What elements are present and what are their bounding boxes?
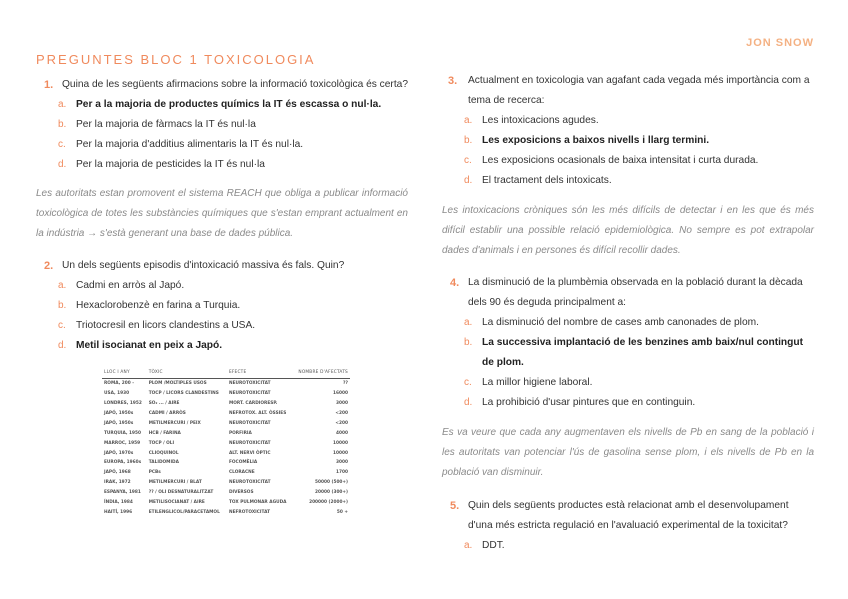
option-text: Les intoxicacions agudes. [482, 115, 599, 126]
table-cell: LONDRES, 1952 [104, 401, 142, 407]
table-cell: TOCP / LICORS CLANDESTINS [148, 391, 219, 397]
option-text: Per la majoria de pesticides la IT és nul·la [76, 159, 265, 170]
option-a[interactable] [442, 111, 814, 131]
intoxication-episodes-table [102, 367, 350, 517]
table-header-cell: EFECTE [227, 367, 293, 379]
question-2 [36, 256, 411, 356]
option-d[interactable] [36, 155, 411, 175]
table-cell: NEUROTOXICITAT [228, 480, 271, 486]
table-row [102, 389, 350, 399]
option-letter: b. [58, 300, 67, 311]
table-cell: PLOM /MOLTIPLES USOS [148, 381, 207, 387]
option-b-correct[interactable] [442, 333, 814, 373]
author-name: JON SNOW [746, 37, 814, 49]
question-number: 4. [450, 277, 460, 289]
table-cell: ROMA, 200 - [104, 381, 135, 387]
question-number: 2. [44, 260, 54, 272]
table-cell: PCBs [148, 470, 161, 476]
option-text: Cadmi en arròs al Japó. [76, 280, 185, 291]
option-c[interactable] [442, 373, 814, 393]
options-list [36, 95, 411, 175]
answer-note-3: Les intoxicacions cròniques són les més difícils de detectar i en les que és més difícil establir una possible relació epidemiològica. No sempre es pot extrapolar dades d'animals i en persones és difícil recollir dades. [442, 205, 814, 256]
table-cell: NEUROTOXICITAT [228, 381, 271, 387]
option-d[interactable] [442, 393, 814, 413]
table-row [102, 458, 350, 468]
option-letter: d. [58, 340, 67, 351]
options-list [442, 536, 814, 556]
option-text: La millor higiene laboral. [482, 377, 593, 388]
table-header-cell: TÒXIC [147, 367, 227, 379]
table-cell: CLIOQUINOL [148, 450, 179, 456]
options-list [442, 313, 814, 413]
table-body [102, 379, 350, 518]
option-letter: c. [58, 139, 66, 150]
table-cell: CLORACNE [228, 470, 255, 476]
option-text: Metil isocianat en peix a Japó. [76, 340, 223, 351]
option-text: Per la majoria d'additius alimentaris la IT és nul·la. [76, 139, 304, 150]
table-cell: 4000 [336, 430, 348, 436]
table-row [102, 448, 350, 458]
question-text: La disminució de la plumbèmia observada en la població durant la dècada dels 90 és deguda principalment a: [468, 277, 803, 308]
table-cell: TOX PULMONAR AGUDA [228, 499, 287, 505]
table-cell: NEFROTOX. ALT. ÒSSIES [228, 411, 287, 417]
option-letter: a. [58, 99, 67, 110]
option-text: Triotocresil en licors clandestins a USA. [76, 320, 256, 331]
option-letter: b. [464, 337, 473, 348]
table-header-cell: LLOC I ANY [102, 367, 147, 379]
option-text: La successiva implantació de les benzines amb baix/nul contingut de plom. [482, 337, 803, 368]
options-list [442, 111, 814, 191]
table-cell: JAPÓ, 1968 [104, 470, 131, 476]
table-cell: 1700 [336, 470, 348, 476]
option-text: Per la majoria de fàrmacs la IT és nul·la [76, 119, 256, 130]
table-cell: ALT. NERVI ÒPTIC [228, 450, 271, 456]
option-a[interactable] [36, 276, 411, 296]
table-cell: PORFIRIA [228, 430, 252, 436]
table-cell: JAPÓ, 1950s [104, 411, 134, 417]
question-4 [442, 273, 814, 413]
option-text: Hexaclorobenzè en farina a Turquia. [76, 300, 241, 311]
table-cell: 3000 [336, 460, 348, 466]
table-cell: USA, 1930 [104, 391, 130, 397]
table-cell: IRAK, 1972 [104, 480, 131, 486]
table-cell: NEUROTOXICITAT [228, 391, 271, 397]
table-cell: METILMERCURI / BLAT [148, 480, 202, 486]
table-cell: HAITÍ, 1996 [104, 509, 133, 515]
option-d[interactable] [442, 171, 814, 191]
table-row [102, 478, 350, 488]
table-row [102, 379, 350, 389]
option-letter: d. [464, 397, 473, 408]
table-row [102, 507, 350, 517]
option-letter: c. [464, 377, 472, 388]
question-text: Un dels següents episodis d'intoxicació massiva és fals. Quin? [62, 260, 345, 271]
question-number: 5. [450, 500, 460, 512]
option-letter: b. [464, 135, 473, 146]
table-cell: TURQUIA, 1950 [104, 430, 141, 436]
question-3 [442, 71, 814, 191]
table-cell: CADMI / ARRÒS [148, 411, 186, 417]
table-cell: TOCP / OLI [148, 440, 175, 446]
table-cell: MARROC, 1959 [104, 440, 141, 446]
question-text: Actualment en toxicologia van agafant cada vegada més importància com a tema de recerca: [468, 75, 810, 106]
table-row [102, 409, 350, 419]
option-text: Les exposicions ocasionals de baixa intensitat i curta durada. [482, 155, 759, 166]
option-letter: c. [58, 320, 66, 331]
table-cell: JAPÓ, 1970s [104, 450, 134, 456]
option-c[interactable] [442, 151, 814, 171]
table-cell: TALIDOMIDA [148, 460, 179, 466]
option-letter: d. [464, 175, 473, 186]
question-5 [442, 496, 814, 556]
option-d-correct[interactable] [36, 336, 411, 356]
table-cell: EUROPA, 1960s [104, 460, 142, 466]
table-row [102, 498, 350, 508]
table-cell: ETILENGLICOL/PARACETAMOL [148, 509, 220, 515]
table-row [102, 428, 350, 438]
table-cell: ESPANYA, 1981 [104, 490, 141, 496]
table-cell: SO₂ ... / AIRE [148, 401, 180, 407]
question-text: Quina de les següents afirmacions sobre la informació toxicològica és certa? [62, 79, 408, 90]
options-list [36, 276, 411, 356]
answer-note-1: Les autoritats estan promovent el sistema REACH que obliga a publicar informació toxicològica de totes les substàncies químiques que s'estan emprant actualment en la indústria → s'està generant una base de dades pública. [36, 188, 408, 239]
table-cell: METILMERCURI / PEIX [148, 420, 201, 426]
option-text: Les exposicions a baixos nivells i llarg termini. [482, 135, 710, 146]
option-letter: a. [464, 540, 473, 551]
option-text: La disminució del nombre de cases amb canonades de plom. [482, 317, 759, 328]
option-c[interactable] [36, 135, 411, 155]
table-row [102, 488, 350, 498]
question-1 [36, 75, 411, 175]
table-cell: JAPÓ, 1950s [104, 420, 134, 426]
question-text: Quin dels següents productes està relacionat amb el desenvolupament d'una més estricta regulació en l'avaluació experimental de la toxicitat? [468, 500, 789, 531]
table-header-cell: NOMBRE D'AFECTATS [293, 367, 350, 379]
option-b[interactable] [36, 115, 411, 135]
question-number: 1. [44, 79, 54, 91]
table-cell: ?? [343, 381, 348, 387]
option-letter: b. [58, 119, 67, 130]
table-row [102, 399, 350, 409]
table-cell: <200 [335, 420, 348, 426]
table-cell: 10000 [333, 450, 348, 456]
table-cell: ÍNDIA, 1984 [104, 499, 133, 505]
table-cell: 200000 (2000+) [309, 499, 348, 505]
option-b[interactable] [36, 296, 411, 316]
option-a[interactable] [442, 313, 814, 333]
table-cell: 50 + [336, 509, 348, 515]
option-b-correct[interactable] [442, 131, 814, 151]
option-text: Per a la majoria de productes químics la IT és escassa o nul·la. [76, 99, 382, 110]
table-cell: 16000 [333, 391, 348, 397]
option-text: El tractament dels intoxicats. [482, 175, 612, 186]
option-letter: a. [464, 317, 473, 328]
table-cell: 50000 (500+) [315, 480, 348, 486]
table-row [102, 419, 350, 429]
table-row [102, 468, 350, 478]
table-cell: HCB / FARINA [148, 430, 181, 436]
option-text: La prohibició d'usar pintures que en continguin. [482, 397, 696, 408]
table-cell: 3000 [336, 401, 348, 407]
option-letter: c. [464, 155, 472, 166]
table-cell: NEUROTOXICITAT [228, 420, 271, 426]
option-text: DDT. [482, 540, 505, 551]
question-number: 3. [448, 75, 458, 87]
table-cell: METILISOCIANAT / AIRE [148, 499, 205, 505]
option-letter: a. [58, 280, 67, 291]
table-row [102, 438, 350, 448]
answer-note-4: Es va veure que cada any augmentaven els nivells de Pb en sang de la població i les autoritats van potenciar l'ús de gasolina sense plom, i els nivells de Pb en la població van disminuir. [442, 427, 814, 478]
table-cell: FOCOMÈLIA [228, 460, 258, 466]
table-cell: <200 [335, 411, 348, 417]
option-c[interactable] [36, 316, 411, 336]
table-cell: NEUROTOXICITAT [228, 440, 271, 446]
table-cell: ?? / OLI DESNATURALITZAT [148, 490, 214, 496]
option-letter: a. [464, 115, 473, 126]
table-cell: DIVERSOS [228, 490, 254, 496]
table-cell: 10000 [333, 440, 348, 446]
option-letter: d. [58, 159, 67, 170]
option-a[interactable] [442, 536, 814, 556]
option-a-correct[interactable] [36, 95, 411, 115]
table-cell: MORT. CARDIORESP. [228, 401, 278, 407]
page-title: PREGUNTES BLOC 1 TOXICOLOGIA [36, 52, 316, 67]
table-header-row [102, 367, 350, 379]
table-cell: NEFROTOXICITAT [228, 509, 271, 515]
table-cell: 20000 (300+) [315, 490, 348, 496]
